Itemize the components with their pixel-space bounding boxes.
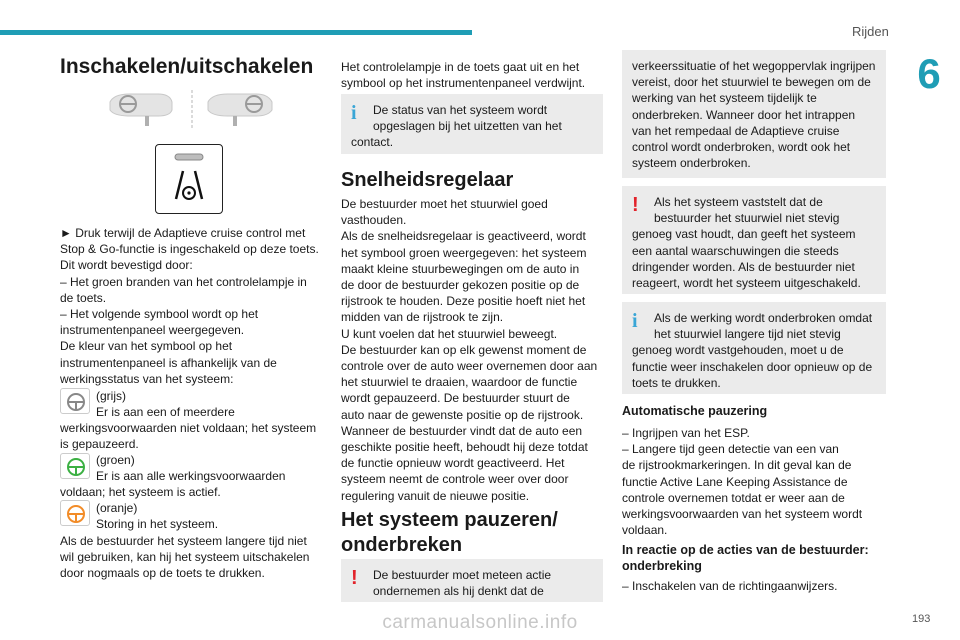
steering-grey-icon — [60, 388, 90, 414]
driver-text: – Inschakelen van de richtingaanwijzers. — [622, 579, 838, 593]
cruise-text: De bestuurder moet het stuurwiel goed vasthouden. Als de snelheidsregelaar is geactiveerd, wordt het symbool groen weergegeven: het systeem maakt kleine stuurbewegingen om de auto in de door de bestuurder gekozen positie op de rijstrook te houden. Deze positie hoeft niet het midden van de rijstrook te zijn. U kunt voelen dat het stuurwiel beweegt. De bestuurder kan op elk gewenst moment de controle over de auto weer overnemen door aan het stuurwiel te draaien, waardoor de functie wordt gepauzeerd. De bestuurder stuurt de auto naar de gewenste positie op de rijstrook. Wanneer de bestuurder vindt dat de auto een geschikte positie heeft, behoudt hij deze totdat de functie opnieuw wordt geactiveerd. Het systeem neemt de controle weer over door regulering vanuit de nieuwe positie. — [341, 197, 598, 503]
grey-line2: werkingsvoorwaarden niet voldaan; het systeem — [60, 421, 317, 435]
heading-pauzeren: Het systeem pauzeren/ onderbreken — [341, 509, 558, 556]
info-icon: i — [632, 310, 638, 332]
steering-green-icon — [60, 453, 90, 479]
green-line1: Er is aan alle werkingsvoorwaarden — [96, 469, 286, 483]
intro-text: ► Druk terwijl de Adaptieve cruise control met Stop & Go-functie is ingeschakeld op deze toets. Dit wordt bevestigd door: – Het groen branden van het controlelampje in de toets. – Het volgende symbool wordt op het instrumentenpaneel weergegeven. De kleur van het symbool op het instrumentenpaneel is afhankelijk van de werkingsstatus van het systeem: — [60, 226, 319, 386]
section-title: Rijden — [852, 24, 889, 39]
chapter-number: 6 — [917, 50, 941, 97]
steering-orange-icon — [60, 500, 90, 526]
green-line2: voldaan; het systeem is actief. — [60, 485, 221, 499]
info-icon: i — [351, 102, 357, 124]
closing-text: Als de bestuurder het systeem langere tijd niet wil gebruiken, kan hij het systeem uitschakelen door nogmaals op de toets te drukken. — [60, 534, 310, 581]
info-box-status: i De status van het systeem wordt opgeslagen bij het uitzetten van het contact. — [341, 94, 603, 154]
watermark: carmanualsonline.info — [382, 612, 578, 633]
grey-line3: is gepauzeerd. — [60, 437, 139, 451]
warning-box-grip: ! Als het systeem vaststelt dat de bestuurder het stuurwiel niet stevig genoeg vast houdt, dan geeft het systeem een aantal waarschuwingen die steeds dringender worden. Als de bestuurder niet reageert, wordt het systeem uitgeschakeld. — [622, 186, 886, 294]
page-number: 193 — [912, 613, 931, 625]
grey-label: (grijs) — [96, 389, 126, 403]
warning-icon: ! — [351, 567, 358, 589]
warning-box-act: ! De bestuurder moet meteen actie ondernemen als hij denkt dat de — [341, 559, 603, 602]
steering-wheel-illustration — [108, 88, 276, 132]
steering-wheel-right-icon — [208, 94, 272, 126]
lane-assist-button-illustration — [155, 144, 223, 214]
orange-line1: Storing in het systeem. — [96, 517, 219, 531]
heading-inschakelen: Inschakelen/uitschakelen — [60, 55, 314, 78]
steering-wheel-left-icon — [110, 94, 172, 126]
heading-automatische-pauzering: Automatische pauzering — [622, 404, 768, 418]
heading-driver-reaction: In reactie op de acties van de bestuurder: onderbreking — [622, 543, 869, 573]
lane-keep-icon — [156, 145, 222, 213]
warning-icon: ! — [632, 194, 639, 216]
green-label: (groen) — [96, 453, 135, 467]
orange-label: (oranje) — [96, 501, 138, 515]
info-box-reactivate: i Als de werking wordt onderbroken omdat het stuurwiel langere tijd niet stevig genoeg wordt vastgehouden, moet u de functie weer inschakelen door opnieuw op de toets te drukken. — [622, 302, 886, 394]
warning-box-continued: verkeerssituatie of het wegoppervlak ingrijpen vereist, door het stuurwiel te bewegen om de werking van het systeem tijdelijk te onderbreken. Wanneer door het intrappen van het rempedaal de Adaptieve cruise control wordt onderbroken, wordt ook het systeem onderbroken. — [622, 50, 886, 178]
grey-line1: Er is aan een of meerdere — [96, 405, 235, 419]
col2-top-text: Het controlelampje in de toets gaat uit en het symbool op het instrumentenpaneel verdwijnt. — [341, 60, 586, 91]
auto-pause-text: – Ingrijpen van het ESP. – Langere tijd geen detectie van een van de rijstrookmarkeringen. In dit geval kan de functie Active Lane Keeping Assistance de controle overnemen totdat er weer aan de werkingsvoorwaarden van het systeem wordt voldaan. — [622, 426, 863, 538]
heading-snelheidsregelaar: Snelheidsregelaar — [341, 169, 514, 191]
header-accent-bar — [0, 30, 472, 35]
